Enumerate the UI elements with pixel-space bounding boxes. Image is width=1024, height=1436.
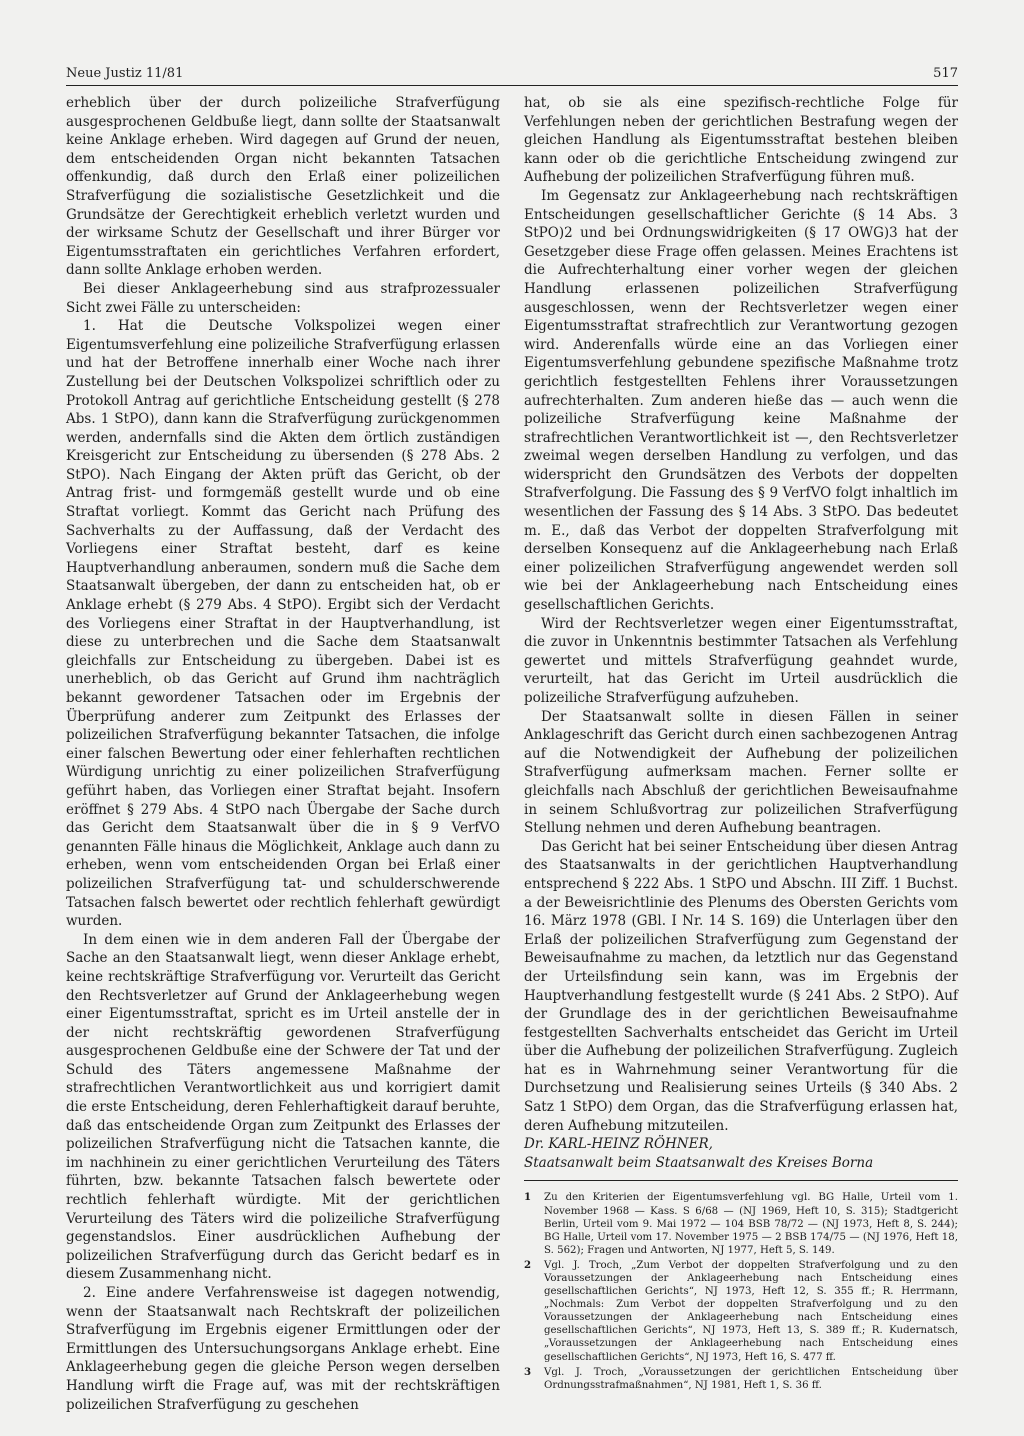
paragraph: Bei dieser Anklageerhebung sind aus strafprozessualer Sicht zwei Fälle zu unterscheiden:: [66, 280, 500, 316]
paragraph: Das Gericht hat bei seiner Entscheidung über diesen Antrag des Staatsanwalts in der gerichtlichen Hauptverhandlung entsprechend § 222 Abs. 1 StPO und Abschn. III Ziff. 1 Buchst. a der Beweisrichtlinie des Plenums des Obersten Gerichts vom 16. März 1978 (GBl. I Nr. 14 S. 169) die Unterlagen über den Erlaß der polizeilichen Strafverfügung zum Gegenstand der Beweisaufnahme zu machen, da letztlich nur das Gegenstand der Urteilsfindung sein kann, was im Ergebnis der Hauptverhandlung festgestellt wurde (§ 241 Abs. 2 StPO). Auf der Grundlage des in der gerichtlichen Beweisaufnahme festgestellten Sachverhalts entscheidet das Gericht im Urteil über die Aufhebung der polizeilichen Strafverfügung. Zugleich hat es in Wahrnehmung seiner Verantwortung für die Durchsetzung und Realisierung seines Urteils (§ 340 Abs. 2 Satz 1 StPO) dem Organ, das die Strafverfügung erlassen hat, deren Aufhebung mitzuteilen.: [524, 838, 958, 1134]
footnote-number: 3: [524, 1365, 532, 1378]
footnote-number: 1: [524, 1191, 532, 1204]
footnote-text: Vgl. J. Troch, „Zum Verbot der doppelten Strafverfolgung und zu den Voraussetzungen der Anklageerhebung nach Entscheidung eines gesellschaftlichen Gerichts“, NJ 1973, Heft 12, S. 355 ff.; R. Herrmann, „Nochmals: Zum Verbot der doppelten Strafverfolgung und zu den Voraussetzungen der Anklageerhebung nach Entscheidung eines gesellschaftlichen Gerichts“, NJ 1973, Heft 13, S. 389 ff.; R. Kudernatsch, „Voraussetzungen der Anklageerhebung nach Entscheidung eines gesellschaftlichen Gerichts“, NJ 1973, Heft 16, S. 477 ff.: [544, 1259, 958, 1363]
paragraph: Wird der Rechtsverletzer wegen einer Eigentumsstraftat, die zuvor in Unkenntnis bestimmter Tatsachen als Verfehlung gewertet und mittels Strafverfügung geahndet wurde, verurteilt, hat das Gericht im Urteil ausdrücklich die polizeiliche Strafverfügung aufzuheben.: [524, 615, 958, 706]
footnote-number: 2: [524, 1258, 532, 1271]
paragraph: In dem einen wie in dem anderen Fall der Übergabe der Sache an den Staatsanwalt liegt, wenn dieser Anklage erhebt, keine rechtskräftige Strafverfügung vor. Verurteilt das Gericht den Rechtsverletzer auf Grund der Anklageerhebung wegen einer Eigentumsstraftat, spricht es im Urteil anstelle der in der nicht rechtskräftig gewordenen Strafverfügung ausgesprochenen Geldbuße eine der Schwere der Tat und der Schuld des Täters angemessene Maßnahme der strafrechtlichen Verantwortlichkeit aus und korrigiert damit die erste Entscheidung, deren Fehlerhaftigkeit darauf beruhte, daß das entscheidende Organ zum Zeitpunkt des Erlasses der polizeilichen Strafverfügung nicht die Tatsachen kannte, die im nachhinein zu einer gerichtlichen Verurteilung des Täters führten, bzw. bekannte Tatsachen falsch bewertete oder rechtlich fehlerhaft würdigte. Mit der gerichtlichen Verurteilung des Täters wird die polizeiliche Strafverfügung gegenstandslos. Einer ausdrücklichen Aufhebung der polizeilichen Strafverfügung durch das Gericht bedarf es in diesem Zusammenhang nicht.: [66, 931, 500, 1283]
journal-issue: Neue Justiz 11/81: [66, 66, 184, 81]
paragraph: 2. Eine andere Verfahrensweise ist dagegen notwendig, wenn der Staatsanwalt nach Rechtskraft der polizeilichen Strafverfügung im Ergebnis eigener Ermittlungen oder der Ermittlungen des Untersuchungsorgans Anklage erhebt. Eine Anklageerhebung gegen die gleiche Person wegen derselben Handlung wirft die Frage auf, was mit der rechtskräftigen polizeilichen Strafverfügung zu geschehen: [66, 1285, 500, 1413]
paragraph: Im Gegensatz zur Anklageerhebung nach rechtskräftigen Entscheidungen gesellschaftlicher Gerichte (§ 14 Abs. 3 StPO)2 und bei Ordnungswidrigkeiten (§ 17 OWG)3 hat der Gesetzgeber diese Frage offen gelassen. Meines Erachtens ist die Aufrechterhaltung einer vorher wegen der gleichen Handlung erlassenen polizeilichen Strafverfügung ausgeschlossen, wenn der Rechtsverletzer wegen einer Eigentumsstraftat strafrechtlich zur Verantwortung gezogen wird. Anderenfalls würde eine an das Vorliegen einer Eigentumsverfehlung gebundene spezifische Maßnahme trotz gerichtlich festgestellten Fehlens ihrer Voraussetzungen aufrechterhalten. Zum anderen hieße das — auch wenn die polizeiliche Strafverfügung keine Maßnahme der strafrechtlichen Verantwortlichkeit ist —, den Rechtsverletzer zweimal wegen derselben Handlung zu verfolgen, und das widerspricht den Grundsätzen des Verbots der doppelten Strafverfolgung. Die Fassung des § 9 VerfVO folgt inhaltlich im wesentlichen der Fassung des § 14 Abs. 3 StPO. Das bedeutet m. E., daß das Verbot der doppelten Strafverfolgung mit derselben Konsequenz auf die Anklageerhebung nach Erlaß einer polizeilichen Strafverfügung angewendet werden soll wie bei der Anklageerhebung nach Entscheidung eines gesellschaftlichen Gerichts.: [524, 187, 958, 614]
paragraph: erheblich über der durch polizeiliche Strafverfügung ausgesprochenen Geldbuße liegt, dann sollte der Staatsanwalt keine Anklage erheben. Wird dagegen auf Grund der neuen, dem entscheidenden Organ nicht bekannten Tatsachen offenkundig, daß durch den Erlaß einer polizeilichen Strafverfügung die sozialistische Gesetzlichkeit und die Grundsätze der Gerechtigkeit erheblich verletzt wurden und der wirksame Schutz der Gesellschaft und ihrer Bürger vor Eigentumsstraftaten ein gerichtliches Verfahren erfordert, dann sollte Anklage erhoben werden.: [66, 95, 500, 279]
right-column: [524, 94, 958, 1394]
header-rule: [66, 85, 958, 86]
author-position: Staatsanwalt beim Staatsanwalt des Kreises Borna: [524, 1154, 874, 1171]
footnote: [524, 1191, 958, 1256]
footnotes: [524, 1191, 958, 1391]
footnote: [524, 1366, 958, 1392]
footnote: [524, 1259, 958, 1364]
footnote-text: Vgl. J. Troch, „Voraussetzungen der gerichtlichen Entscheidung über Ordnungsstrafmaßnahmen“, NJ 1981, Heft 1, S. 36 ff.: [544, 1366, 958, 1391]
page-header: [66, 66, 958, 84]
left-column: [66, 94, 500, 1414]
paragraph: hat, ob sie als eine spezifisch-rechtliche Folge für Verfehlungen neben der gerichtlichen Bestrafung wegen der gleichen Handlung als Eigentumsstraftat bestehen bleiben kann oder ob die gerichtliche Entscheidung zwingend zur Aufhebung der polizeilichen Strafverfügung führen muß.: [524, 95, 958, 186]
author-name: Dr. KARL-HEINZ RÖHNER,: [524, 1136, 713, 1153]
page-number: 517: [933, 66, 958, 81]
paragraph: Der Staatsanwalt sollte in diesen Fällen in seiner Anklageschrift das Gericht durch einen sachbezogenen Antrag auf die Notwendigkeit der Aufhebung der polizeilichen Strafverfügung aufmerksam machen. Ferner sollte er gleichfalls nach Abschluß der gerichtlichen Beweisaufnahme in seinem Schlußvortrag zur polizeilichen Strafverfügung Stellung nehmen und deren Aufhebung beantragen.: [524, 708, 958, 837]
footnote-rule: [524, 1180, 958, 1181]
footnote-text: Zu den Kriterien der Eigentumsverfehlung vgl. BG Halle, Urteil vom 1. November 1968 — Kass. S 6/68 — (NJ 1969, Heft 10, S. 315); Stadtgericht Berlin, Urteil vom 9. Mai 1972 — 104 BSB 78/72 — (NJ 1973, Heft 8, S. 244); BG Halle, Urteil vom 17. November 1975 — 2 BSB 174/75 — (NJ 1976, Heft 18, S. 562); Fragen und Antworten, NJ 1977, Heft 5, S. 149.: [544, 1192, 958, 1256]
paragraph: 1. Hat die Deutsche Volkspolizei wegen einer Eigentumsverfehlung eine polizeiliche Strafverfügung erlassen und hat der Betroffene innerhalb einer Woche nach ihrer Zustellung bei der Deutschen Volkspolizei schriftlich oder zu Protokoll Antrag auf gerichtliche Entscheidung gestellt (§ 278 Abs. 1 StPO), dann kann die Strafverfügung zurückgenommen werden, andernfalls sind die Akten dem örtlich zuständigen Kreisgericht zur Entscheidung zu übersenden (§ 278 Abs. 2 StPO). Nach Eingang der Akten prüft das Gericht, ob der Antrag frist- und formgemäß gestellt wurde und ob eine Straftat vorliegt. Kommt das Gericht nach Prüfung des Sachverhalts zu der Auffassung, daß der Verdacht des Vorliegens einer Straftat besteht, darf es keine Hauptverhandlung anberaumen, sondern muß die Sache dem Staatsanwalt übergeben, der dann zu entscheiden hat, ob er Anklage erhebt (§ 279 Abs. 4 StPO). Ergibt sich der Verdacht des Vorliegens einer Straftat in der Hauptverhandlung, ist diese zu unterbrechen und die Sache dem Staatsanwalt gleichfalls zur Entscheidung zu übergeben. Dabei ist es unerheblich, ob das Gericht auf Grund ihm nachträglich bekannt gewordener Tatsachen oder im Ergebnis der Überprüfung anderer zum Zeitpunkt des Erlasses der polizeilichen Strafverfügung bekannter Tatsachen, die infolge einer falschen Bewertung oder einer fehlerhaften rechtlichen Würdigung unrichtig zu einer polizeilichen Strafverfügung geführt haben, das Vorliegen einer Straftat bejaht. Insofern eröffnet § 279 Abs. 4 StPO nach Übergabe der Sache durch das Gericht dem Staatsanwalt über die in § 9 VerfVO genannten Fälle hinaus die Möglichkeit, Anklage auch dann zu erheben, wenn vom entscheidenden Organ bei Erlaß einer polizeilichen Strafverfügung tat- und schulderschwerende Tatsachen falsch bewertet oder rechtlich fehlerhaft gewürdigt wurden.: [66, 318, 500, 930]
